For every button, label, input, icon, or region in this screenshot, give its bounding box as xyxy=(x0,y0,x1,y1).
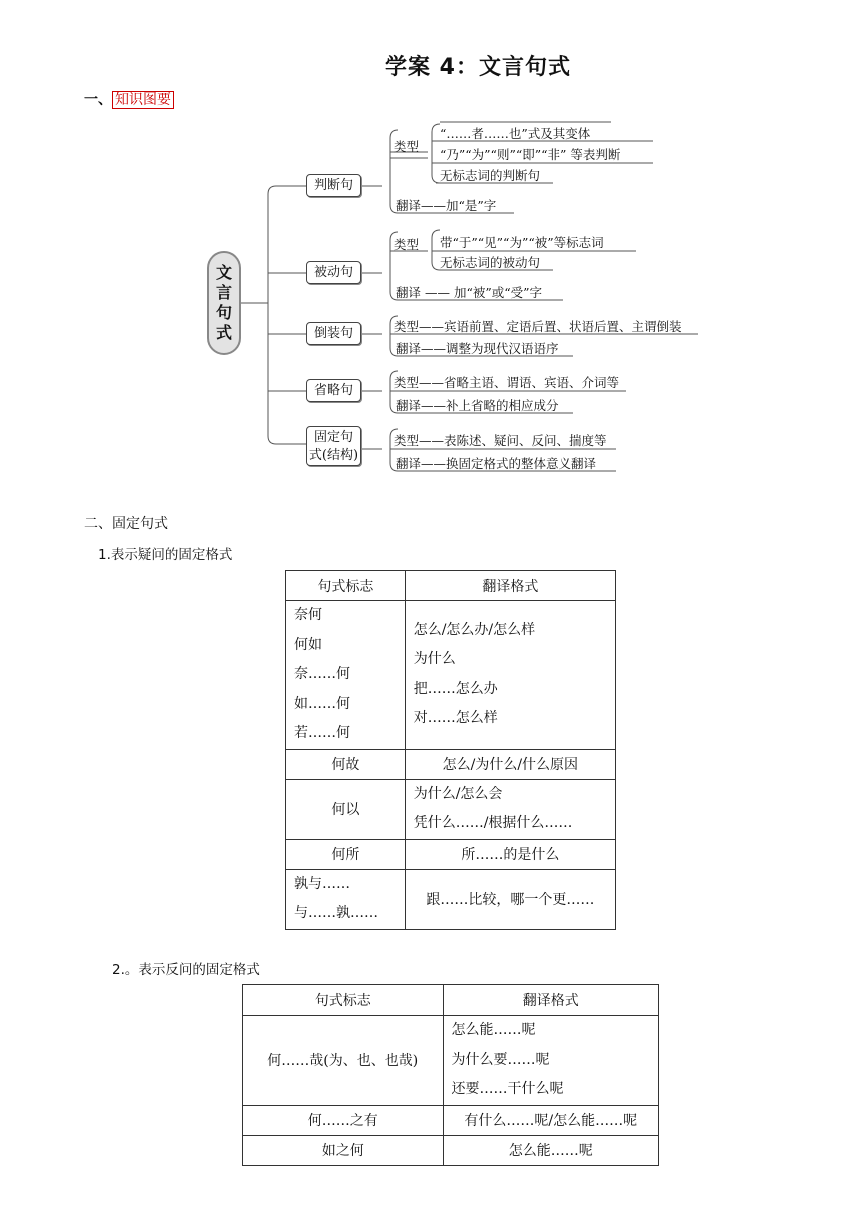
node-omitted: 省略句 xyxy=(306,379,361,402)
section-1-label: 知识图要 xyxy=(112,91,174,109)
node-fixed-line2: 式(结构) xyxy=(308,448,359,463)
question-format-table xyxy=(285,570,616,930)
translation-text: 凭什么……/根据什么…… xyxy=(413,815,573,831)
translation-text: 还要……干什么呢 xyxy=(451,1081,564,1097)
root-char-4: 式 xyxy=(215,323,232,342)
translation-text: 为什么/怎么会 xyxy=(413,785,503,802)
translation-text: 怎么能……呢 xyxy=(451,1022,536,1038)
header-marker: 句式标志 xyxy=(243,985,444,1016)
table-row xyxy=(243,1135,659,1165)
passive-translate: 翻译 —— 加“被”或“受”字 xyxy=(396,285,543,300)
marker-text: 与……孰…… xyxy=(294,905,378,921)
marker-text: 何所 xyxy=(286,839,406,869)
translation-text: 跟……比较，哪一个更…… xyxy=(405,869,615,929)
root-char-2: 言 xyxy=(215,283,232,302)
translation-text: 把……怎么办 xyxy=(413,680,498,697)
inverted-type: 类型——宾语前置、定语后置、状语后置、主谓倒装 xyxy=(394,319,682,334)
table1-caption: 1.表示疑问的固定格式 xyxy=(98,547,233,563)
row3-translations xyxy=(405,779,615,839)
table-row xyxy=(286,839,616,869)
marker-text: 何故 xyxy=(286,749,406,779)
translation-text: 怎么/为什么/什么原因 xyxy=(405,749,615,779)
node-judgment: 判断句 xyxy=(306,174,361,197)
translation-text: 怎么能……呢 xyxy=(443,1135,658,1165)
page-title: 学案 4：文言句式 xyxy=(385,55,571,80)
fixed-type: 类型——表陈述、疑问、反问、揣度等 xyxy=(394,433,607,448)
translation-text: 所……的是什么 xyxy=(405,839,615,869)
section-1-number: 一、 xyxy=(84,92,112,108)
node-fixed-line1: 固定句 xyxy=(313,430,353,445)
marker-text: 若……何 xyxy=(294,725,350,741)
marker-text: 何……之有 xyxy=(243,1105,444,1135)
translation-text: 怎么/怎么办/怎么样 xyxy=(413,621,536,638)
marker-text: 孰与…… xyxy=(294,875,350,892)
table-row xyxy=(286,869,616,929)
section-2-heading: 二、固定句式 xyxy=(84,516,168,532)
marker-text: 何如 xyxy=(294,636,322,653)
table-row xyxy=(243,1016,659,1106)
marker-text: 如之何 xyxy=(243,1135,444,1165)
mindmap-connectors xyxy=(0,0,860,500)
header-marker: 句式标志 xyxy=(286,571,406,601)
table-row xyxy=(286,749,616,779)
marker-text: 何以 xyxy=(286,779,406,839)
judgment-type-3: 无标志词的判断句 xyxy=(440,168,541,183)
marker-text: 奈何 xyxy=(294,607,322,623)
judgment-type-2: “乃”“为”“则”“即”“非” 等表判断 xyxy=(440,147,621,162)
passive-type-1: 带“于”“见”“为”“被”等标志词 xyxy=(440,235,604,250)
row5-markers xyxy=(286,869,406,929)
table-row xyxy=(243,1105,659,1135)
translation-text: 有什么……呢/怎么能……呢 xyxy=(443,1105,658,1135)
omitted-type: 类型——省略主语、谓语、宾语、介词等 xyxy=(394,375,620,390)
table-row xyxy=(286,779,616,839)
judgment-translate: 翻译——加“是”字 xyxy=(396,198,497,213)
inverted-translate: 翻译——调整为现代汉语语序 xyxy=(396,341,559,356)
mindmap-root xyxy=(207,251,241,355)
marker-text: 奈……何 xyxy=(294,666,350,682)
rhetorical-format-table xyxy=(242,984,659,1166)
header-translation: 翻译格式 xyxy=(443,985,658,1016)
fixed-translate: 翻译——换固定格式的整体意义翻译 xyxy=(396,456,597,471)
table-header-row xyxy=(243,985,659,1016)
node-inverted: 倒装句 xyxy=(306,322,361,345)
table2-caption: 2.。表示反问的固定格式 xyxy=(112,962,260,978)
node-passive: 被动句 xyxy=(306,261,361,284)
row1-markers xyxy=(286,601,406,750)
root-char-3: 句 xyxy=(215,303,232,322)
row1-translations xyxy=(405,601,615,750)
judgment-type-label: 类型 xyxy=(394,139,420,154)
header-translation: 翻译格式 xyxy=(405,571,615,601)
translation-text: 为什么要……呢 xyxy=(451,1051,550,1068)
judgment-type-1: “……者……也”式及其变体 xyxy=(440,126,591,141)
translation-text: 为什么 xyxy=(413,651,456,668)
omitted-translate: 翻译——补上省略的相应成分 xyxy=(396,398,559,413)
passive-type-label: 类型 xyxy=(394,237,420,252)
marker-text: 如……何 xyxy=(294,695,350,712)
row1-translations xyxy=(443,1016,658,1106)
marker-text: 何……哉(为、也、也哉) xyxy=(243,1016,444,1106)
root-char-1: 文 xyxy=(215,263,232,282)
table-row xyxy=(286,601,616,750)
node-fixed xyxy=(306,426,361,466)
table-header-row xyxy=(286,571,616,601)
translation-text: 对……怎么样 xyxy=(413,710,498,727)
passive-type-2: 无标志词的被动句 xyxy=(440,255,541,270)
